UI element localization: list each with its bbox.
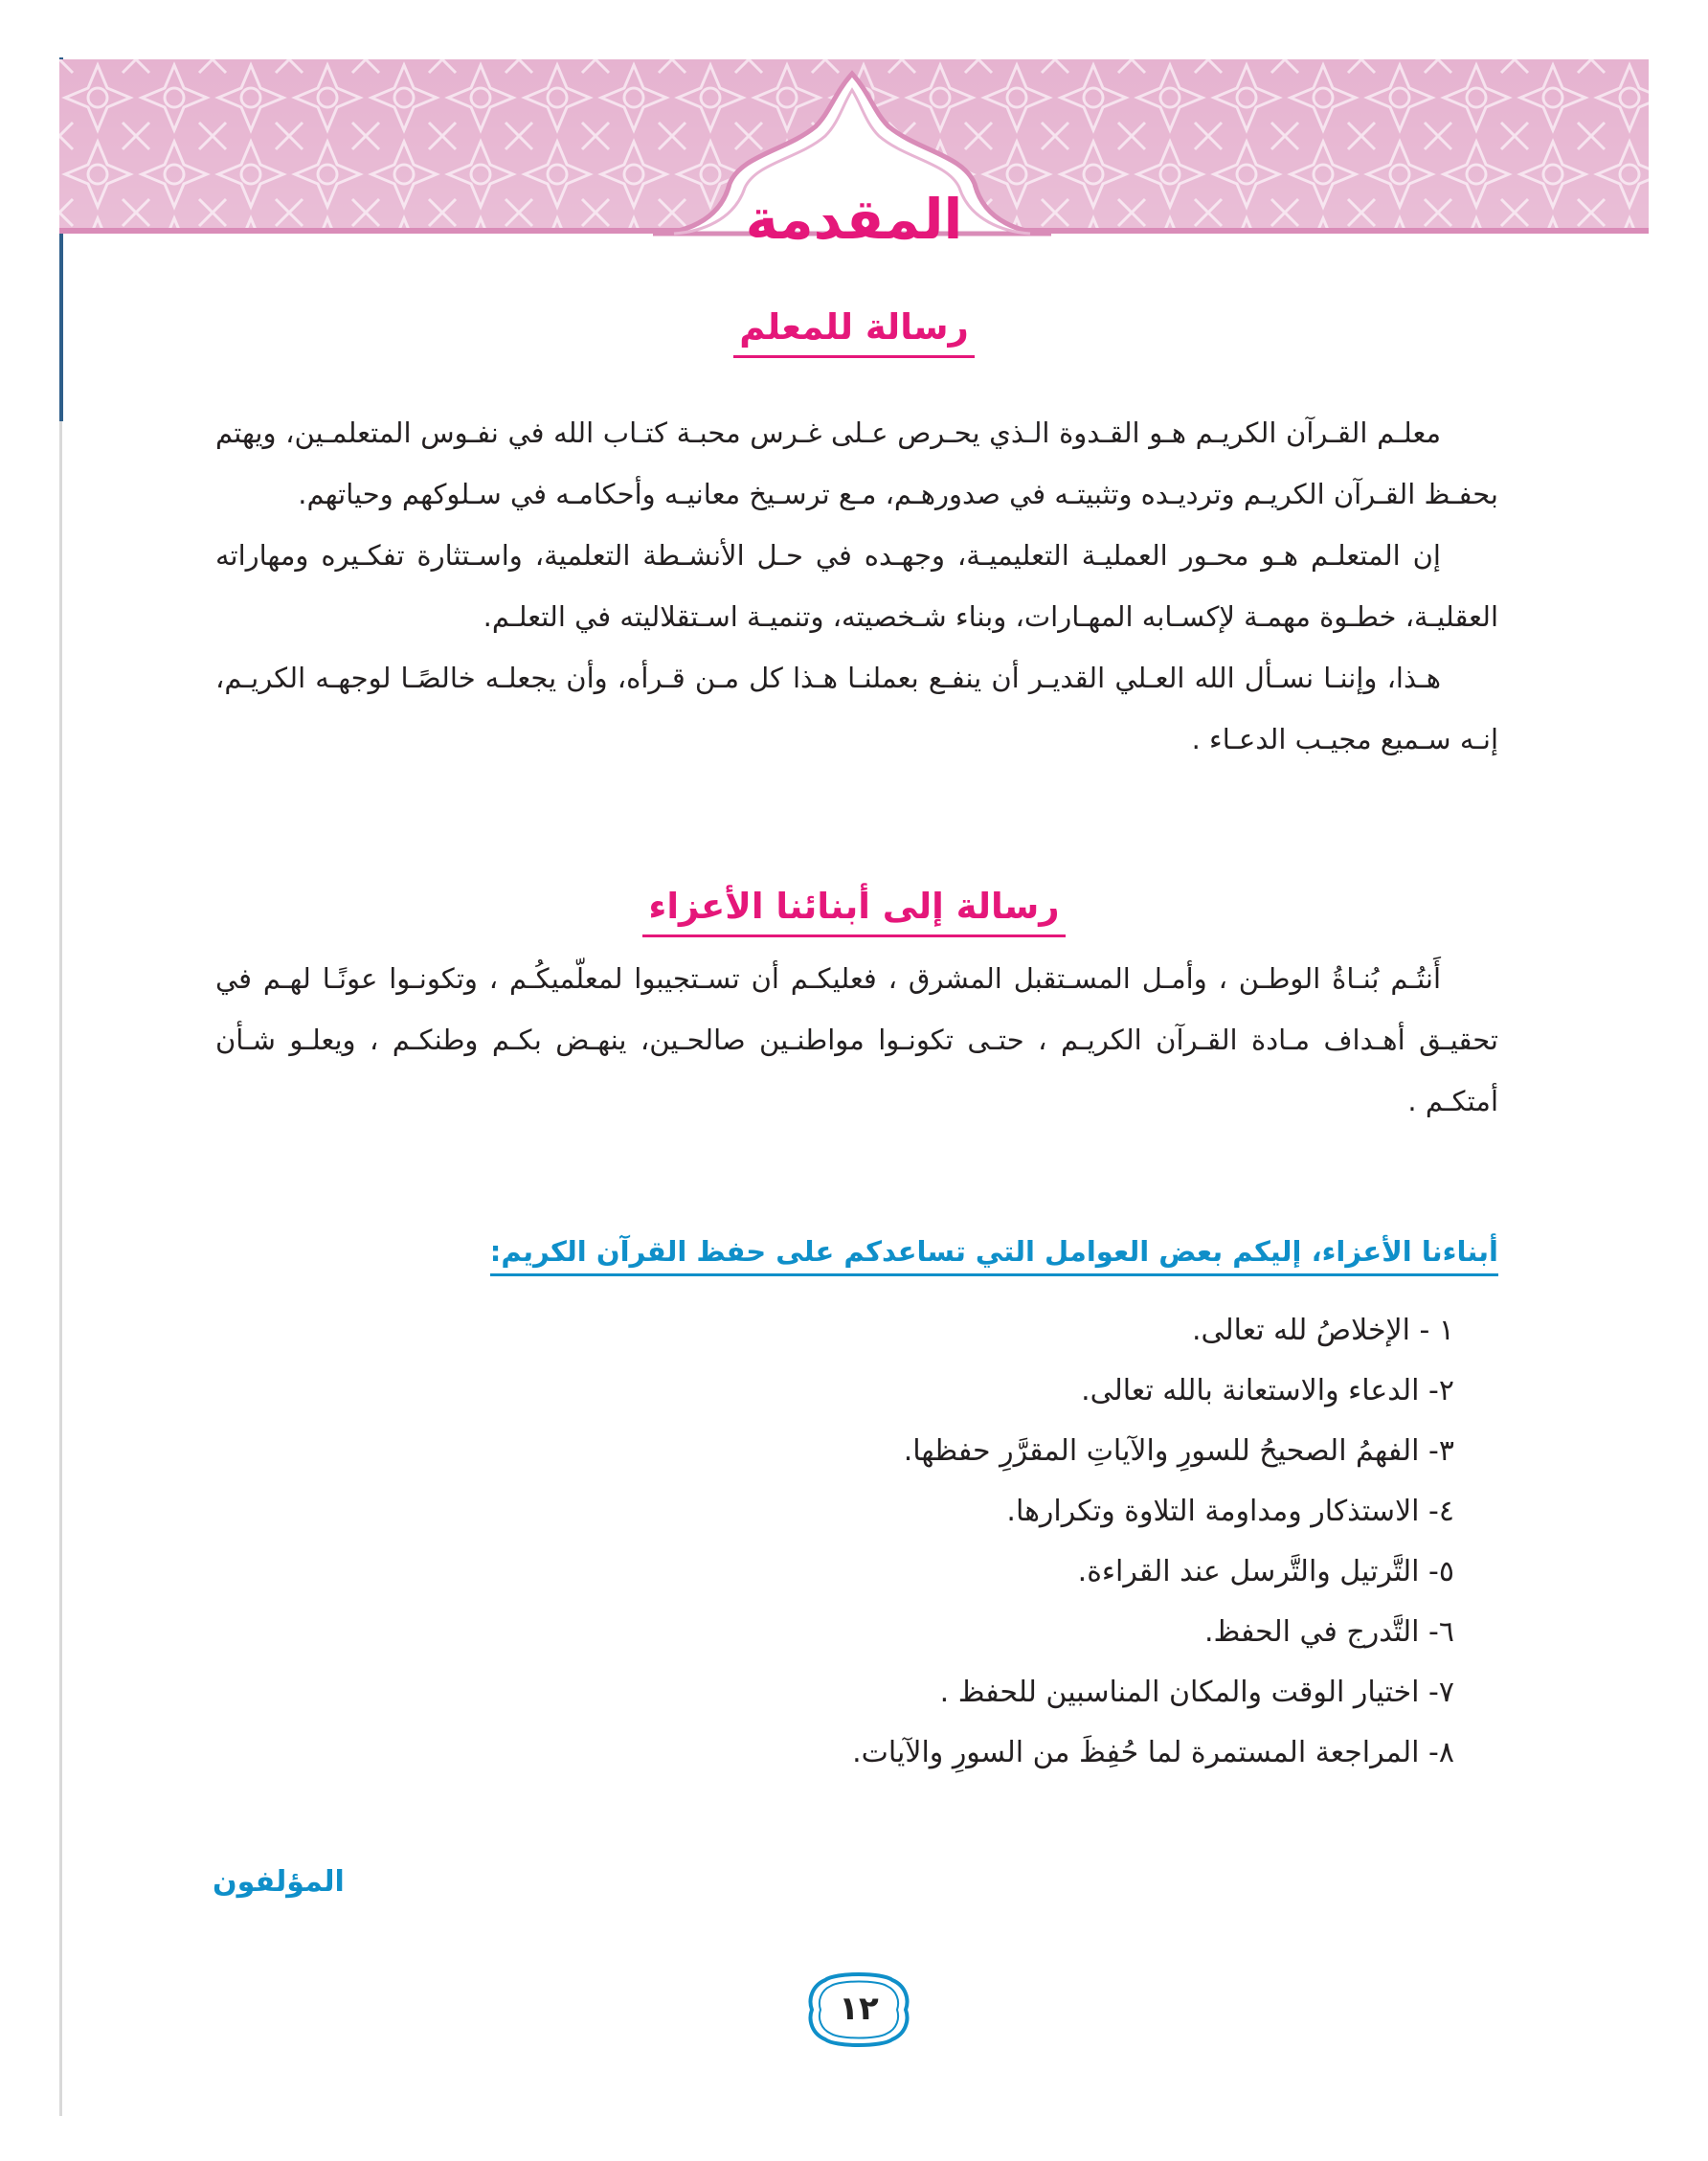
page-number: ١٢ [839, 1990, 879, 2028]
list-item: ٨- المراجعة المستمرة لما حُفِظَ من السورِ والآيات. [852, 1736, 1454, 1769]
teacher-message-heading-text: رسالة للمعلم [733, 306, 975, 358]
children-message-heading [0, 886, 1708, 937]
teacher-paragraph-3: هـذا، وإننـا نسـأل الله العـلي القديـر أن ينفـع بعملنـا هـذا كل مـن قـرأه، وأن يجعلـه خالصًـا لوجهـه الكريـم، إنـه سـميع مجيـب الدعـاء . [215, 662, 1498, 755]
list-item: ٧- اختيار الوقت والمكان المناسبين للحفظ . [939, 1676, 1454, 1709]
children-paragraph-1: أَنتُـم بُنـاةُ الوطـن ، وأمـل المسـتقبل المشرق ، فعليكـم أن تسـتجيبوا لمعلّميكُـم ، وتكونـوا عونًـا لهـم في تحقيـق أهـداف مـادة القـرآن الكريـم ، حتـى تكونـوا مواطنـين صالحـين، ينهـض بكـم وطنكـم ، ويعلـو شـأن أمتكـم . [215, 962, 1498, 1117]
children-message-heading-text: رسالة إلى أبنائنا الأعزاء [642, 886, 1065, 937]
factors-title: أبناءنا الأعزاء، إليكم بعض العوامل التي تساعدكم على حفظ القرآن الكريم: [490, 1235, 1498, 1276]
children-message-body [215, 948, 1498, 1132]
teacher-paragraph-2: إن المتعلـم هـو محـور العمليـة التعليميـة، وجهـده في حـل الأنشـطة التعلمية، واسـتثارة تفكـيره ومهاراته العقليـة، خطـوة مهمـة لإكسـابه المهـارات، وبناء شـخصيته، وتنميـة اسـتقلاليته في التعلـم. [215, 539, 1498, 633]
factors-list [852, 1300, 1454, 1783]
list-item: ٦- التَّدرج في الحفظ. [1203, 1615, 1454, 1649]
teacher-message-heading [0, 306, 1708, 358]
page-title: المقدمة [745, 187, 963, 252]
list-item: ٢- الدعاء والاستعانة بالله تعالى. [1081, 1374, 1454, 1407]
list-item: ١ - الإخلاصُ لله تعالى. [1191, 1314, 1454, 1347]
list-item: ٥- التَّرتيل والتَّرسل عند القراءة. [1077, 1555, 1454, 1588]
list-item: ٤- الاستذكار ومداومة التلاوة وتكرارها. [1006, 1495, 1454, 1528]
list-item: ٣- الفهمُ الصحيحُ للسورِ والآياتِ المقرَّرِ حفظها. [903, 1434, 1454, 1468]
authors-signature: المؤلفون [213, 1865, 345, 1899]
teacher-paragraph-1: معلـم القـرآن الكريـم هـو القـدوة الـذي يحـرص عـلى غـرس محبـة كتـاب الله في نفـوس المتعلمـين، ويهتم بحفـظ القـرآن الكريـم وترديـده وتثبيتـه في صدورهـم، مـع ترسـيخ معانيـه وأحكامـه في سـلوكهم وحياتهم. [215, 416, 1498, 510]
teacher-message-body [215, 402, 1498, 770]
